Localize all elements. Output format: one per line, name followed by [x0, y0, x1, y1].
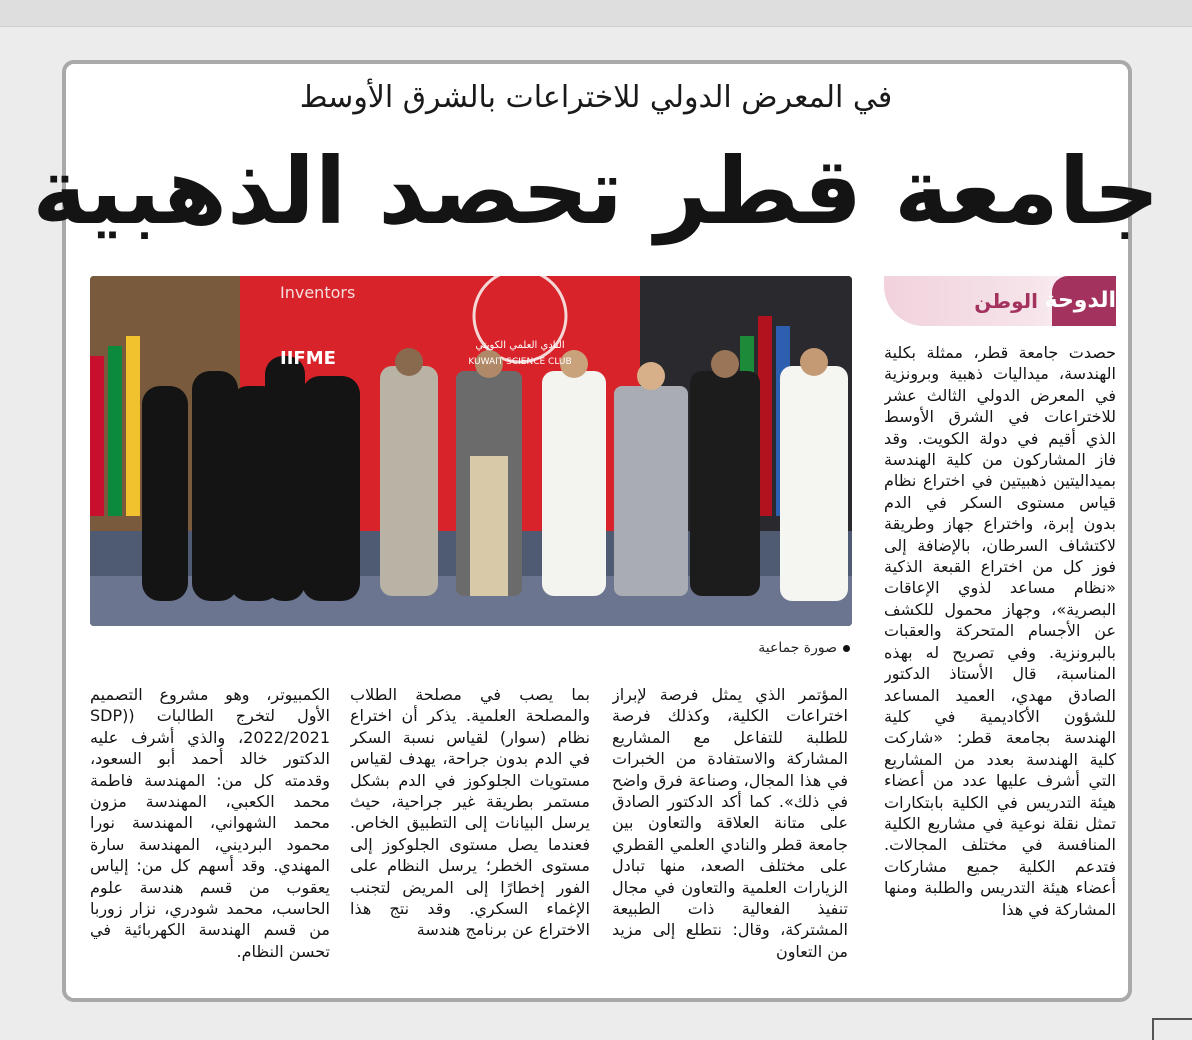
bullet-icon — [843, 645, 850, 652]
column-3-text: بما يصب في مصلحة الطلاب والمصلحة العلمية. يذكر أن اختراع نظام (سوار) لقياس نسبة السكر في الدم بدون جراحة، يهدف لقياس مستويات الجلوكوز في الدم بشكل مستمر بطريقة غير جراحية، حيث يرسل البيانات إلى التطبيق الخاص. فعندما يصل مستوى الجلوكوز إلى مستوى الخطر؛ يرسل النظام على الفور إخطارًا إلى المريض لتجنب الإغماء السكري. وقد نتج هذا الاختراع عن برنامج هندسة — [350, 685, 590, 940]
column-4-text: الكمبيوتر، وهو مشروع التصميم الأول لتخرج الطالبات ((SDP 2022/2021، والذي أشرف عليه الدكتور خالد أحمد أبو السعود، وقدمته كل من: المهندسة فاطمة محمد الكعبي، المهندسة مزون محمد الشهواني، المهندسة نورا محمود البرديني، المهندسة سارة المهندي. وقد أسهم كل من: إلياس يعقوب من قسم هندسة علوم الحاسب، محمد شودري، نزار زوربا من قسم الهندسة الكهربائية في تحسن النظام. — [90, 685, 330, 961]
group-photo — [90, 276, 852, 626]
article-column-3 — [350, 684, 590, 994]
photo-inventors-text: Inventors — [280, 283, 356, 302]
article-column-1 — [884, 342, 1116, 994]
byline-banner — [884, 276, 1116, 326]
photo-club-en-text: KUWAIT SCIENCE CLUB — [468, 357, 572, 367]
next-page-corner — [1152, 1018, 1192, 1040]
byline-paper: الوطن — [974, 289, 1038, 313]
column-2-text: المؤتمر الذي يمثل فرصة لإبراز اختراعات الكلية، وكذلك فرصة للطلبة للتفاعل مع المشاريع المشاركة والاستفادة من الخبرات في هذا المجال، وصناعة فرق واضح في ذلك». كما أكد الدكتور الصادق على متانة العلاقة والتعاون بين جامعة قطر والنادي العلمي القطري على مختلف الصعد، منها تبادل الزيارات العلمية والتعاون في مجال تنفيذ الفعالية ذات الطبيعة المشتركة، وقال: نتطلع إلى مزيد من التعاون — [612, 685, 848, 961]
photo-club-ar-text: النادي العلمي الكويتي — [475, 340, 565, 351]
column-1-text: حصدت جامعة قطر، ممثلة بكلية الهندسة، ميداليات ذهبية وبرونزية في المعرض الدولي الثالث عشر للاختراعات في الشرق الأوسط الذي أقيم في دولة الكويت. وقد فاز المشاركون من كلية الهندسة بميداليتين ذهبيتين في اختراع نظام قياس مستوى السكر في الدم بدون إبرة، واختراع جهاز وطريقة لاكتشاف السرطان، بالإضافة إلى فوز كل من اختراع القبعة الذكية «نظام مساعد لذوي الإعاقات البصرية»، وجهاز محمول للكشف عن الأجسام المتحركة والعقبات بالبرونزية. وفي تصريح له بهذه المناسبة، قال الأستاذ الدكتور الصادق مهدي، العميد المساعد للشؤون الأكاديمية في كلية الهندسة بجامعة قطر: «شاركت كلية الهندسة بعدد من المشاريع التي أشرف عليها عدد من أعضاء هيئة التدريس في الكلية بابتكارات تمثل نقلة نوعية في مشاريع الكلية المنافسة في مختلف المجالات. فتدعم الكلية جميع مشاركات أعضاء هيئة التدريس والطلبة ومنها المشاركة في هذا — [884, 343, 1116, 919]
previous-page-strip — [0, 0, 1192, 27]
article-column-4 — [90, 684, 330, 994]
article-kicker: في المعرض الدولي للاختراعات بالشرق الأوسط — [299, 80, 893, 115]
byline-city: الدوحة — [1052, 276, 1116, 326]
photo-iifme-text: IIFME — [280, 348, 336, 369]
article-column-2 — [612, 684, 848, 994]
photo-caption-text: صورة جماعية — [758, 640, 837, 656]
article-headline: جامعة قطر تحصد الذهبية — [32, 138, 1160, 245]
photo-caption — [660, 640, 850, 662]
